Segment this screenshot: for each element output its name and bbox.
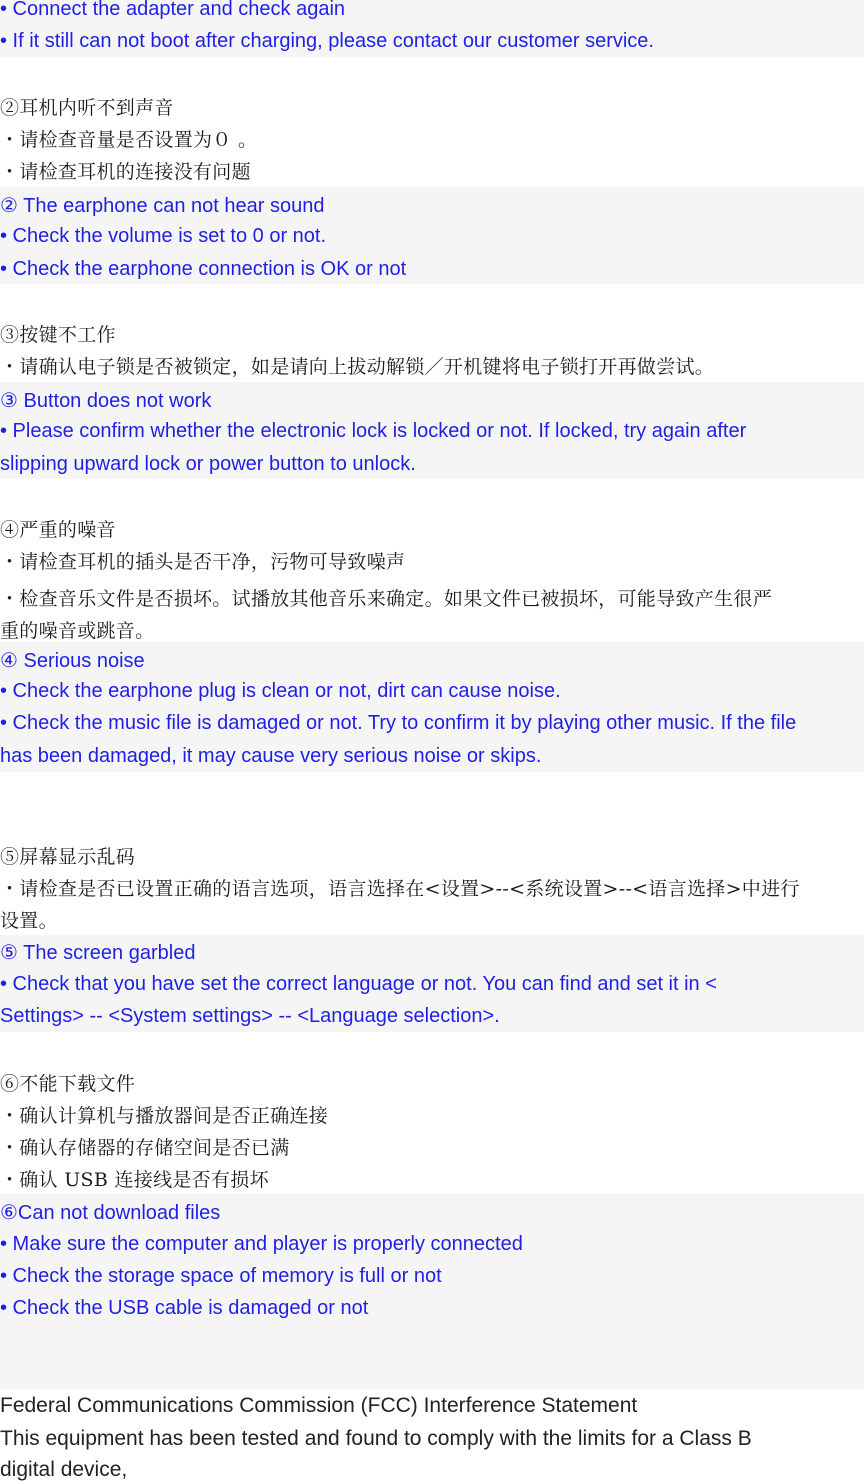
instruction-line-zh: ・确认 USB 连接线是否有损坏 xyxy=(0,1169,269,1191)
instruction-line-zh: 设置。 xyxy=(0,910,58,932)
section-heading-zh: ③按键不工作 xyxy=(0,324,116,346)
section-heading-en: ④ Serious noise xyxy=(0,650,145,672)
fcc-text: digital device, xyxy=(0,1458,128,1481)
instruction-line-zh: ・请检查耳机的连接没有问题 xyxy=(0,161,251,183)
section-heading-en: ⑤ The screen garbled xyxy=(0,942,196,964)
section-heading-en: ② The earphone can not hear sound xyxy=(0,195,325,217)
section-heading-zh: ②耳机内听不到声音 xyxy=(0,97,174,119)
instruction-line: • Check the earphone connection is OK or not xyxy=(0,258,407,280)
instruction-line-zh: ・请确认电子锁是否被锁定，如是请向上拔动解锁／开机键将电子锁打开再做尝试。 xyxy=(0,356,715,378)
instruction-line: • Check the music file is damaged or not. Try to confirm it by playing other music. If the file xyxy=(0,712,797,734)
section-heading-zh: ④严重的噪音 xyxy=(0,519,116,541)
section-heading-en: ⑥Can not download files xyxy=(0,1202,221,1224)
fcc-text: This equipment has been tested and found to comply with the limits for a Class B xyxy=(0,1427,752,1450)
instruction-line-zh: ・确认存储器的存储空间是否已满 xyxy=(0,1137,290,1159)
instruction-line-zh: ・检查音乐文件是否损坏。试播放其他音乐来确定。如果文件已被损坏，可能导致产生很严 xyxy=(0,588,773,610)
section-heading-zh: ⑤屏幕显示乱码 xyxy=(0,846,136,868)
instruction-line: • Check the USB cable is damaged or not xyxy=(0,1297,369,1319)
instruction-line: • Make sure the computer and player is properly connected xyxy=(0,1233,523,1255)
instruction-line-zh: ・请检查音量是否设置为０ 。 xyxy=(0,129,258,151)
instruction-line: Settings> -- <System settings> -- <Language selection>. xyxy=(0,1005,500,1027)
instruction-line-zh: 重的噪音或跳音。 xyxy=(0,620,155,642)
instruction-line: • Check that you have set the correct language or not. You can find and set it in < xyxy=(0,973,717,995)
instruction-line: has been damaged, it may cause very serious noise or skips. xyxy=(0,745,542,767)
instruction-line: • Please confirm whether the electronic lock is locked or not. If locked, try again after xyxy=(0,420,747,442)
section-heading-en: ③ Button does not work xyxy=(0,390,212,412)
fcc-title: Federal Communications Commission (FCC) Interference Statement xyxy=(0,1394,638,1417)
instruction-line: • Check the storage space of memory is full or not xyxy=(0,1265,442,1287)
instruction-line: • If it still can not boot after charging, please contact our customer service. xyxy=(0,30,654,52)
instruction-line-zh: ・确认计算机与播放器间是否正确连接 xyxy=(0,1105,329,1127)
instruction-line: • Check the earphone plug is clean or not, dirt can cause noise. xyxy=(0,680,561,702)
instruction-line: • Check the volume is set to 0 or not. xyxy=(0,225,327,247)
instruction-line-zh: ・请检查是否已设置正确的语言选项，语言选择在<设置>--<系统设置>--<语言选择>中进行 xyxy=(0,878,800,900)
instruction-line: • Connect the adapter and check again xyxy=(0,0,346,20)
section-heading-zh: ⑥不能下载文件 xyxy=(0,1073,136,1095)
instruction-line: slipping upward lock or power button to unlock. xyxy=(0,453,416,475)
instruction-line-zh: ・请检查耳机的插头是否干净，污物可导致噪声 xyxy=(0,551,406,573)
